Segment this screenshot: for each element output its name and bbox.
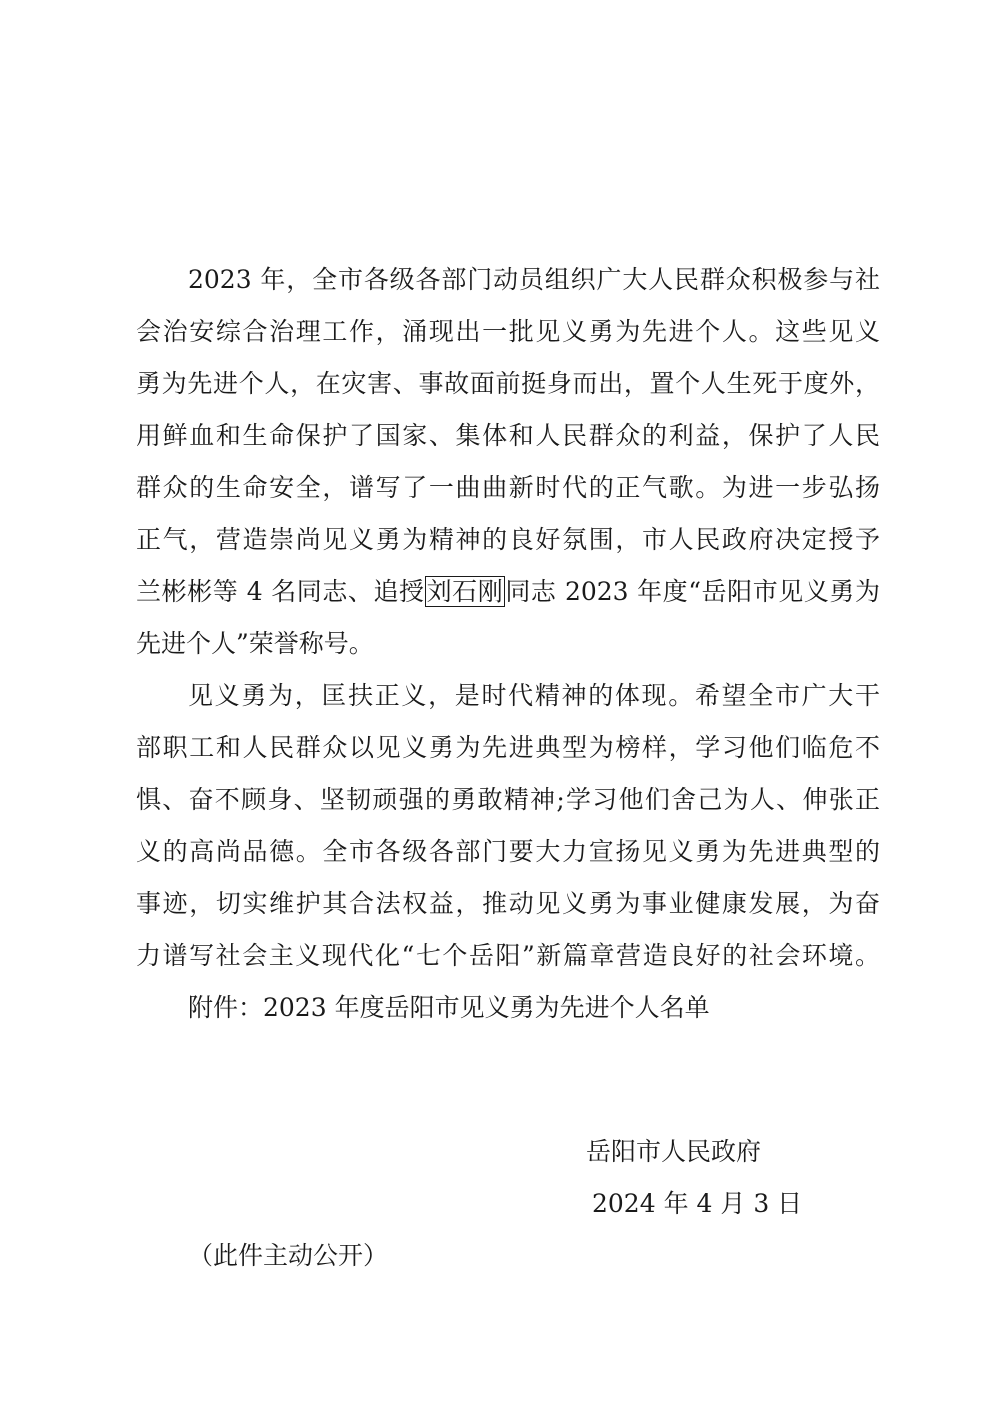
paragraph2-line4: 义的高尚品德。全市各级各部门要大力宣扬见义勇为先进典型的 [136, 837, 880, 866]
paragraph1-line3: 勇为先进个人，在灾害、事故面前挺身而出，置个人生死于度外， [136, 369, 880, 398]
issue-date: 2024 年 4 月 3 日 [592, 1189, 803, 1218]
line7-before-text: 兰彬彬等 4 名同志、追授 [136, 577, 425, 606]
attachment-note: 附件：2023 年度岳阳市见义勇为先进个人名单 [188, 993, 710, 1022]
paragraph2-line1: 见义勇为，匡扶正义，是时代精神的体现。希望全市广大干 [188, 681, 880, 710]
paragraph2-line2: 部职工和人民群众以见义勇为先进典型为榜样，学习他们临危不 [136, 733, 880, 762]
issuer-name: 岳阳市人民政府 [586, 1137, 762, 1166]
paragraph1-line2: 会治安综合治理工作，涌现出一批见义勇为先进个人。这些见义 [136, 317, 880, 346]
paragraph2-line5: 事迹，切实维护其合法权益，推动见义勇为事业健康发展，为奋 [136, 889, 880, 918]
disclosure-note: （此件主动公开） [188, 1241, 389, 1270]
paragraph1-line6: 正气，营造崇尚见义勇为精神的良好氛围，市人民政府决定授予 [136, 525, 880, 554]
paragraph1-line7 [136, 574, 880, 610]
highlighted-name: 刘石刚 [426, 577, 504, 606]
paragraph2-line3: 惧、奋不顾身、坚韧顽强的勇敢精神;学习他们舍己为人、伸张正 [136, 785, 880, 814]
line7-after-text: 同志 2023 年度“岳阳市见义勇为 [505, 577, 880, 606]
paragraph1-line4: 用鲜血和生命保护了国家、集体和人民群众的利益，保护了人民 [136, 421, 880, 450]
paragraph1-line8: 先进个人”荣誉称号。 [136, 629, 374, 658]
paragraph1-line1: 2023 年，全市各级各部门动员组织广大人民群众积极参与社 [188, 265, 880, 294]
paragraph1-line5: 群众的生命安全，谱写了一曲曲新时代的正气歌。为进一步弘扬 [136, 473, 880, 502]
paragraph2-line6: 力谱写社会主义现代化“七个岳阳”新篇章营造良好的社会环境。 [136, 941, 880, 970]
